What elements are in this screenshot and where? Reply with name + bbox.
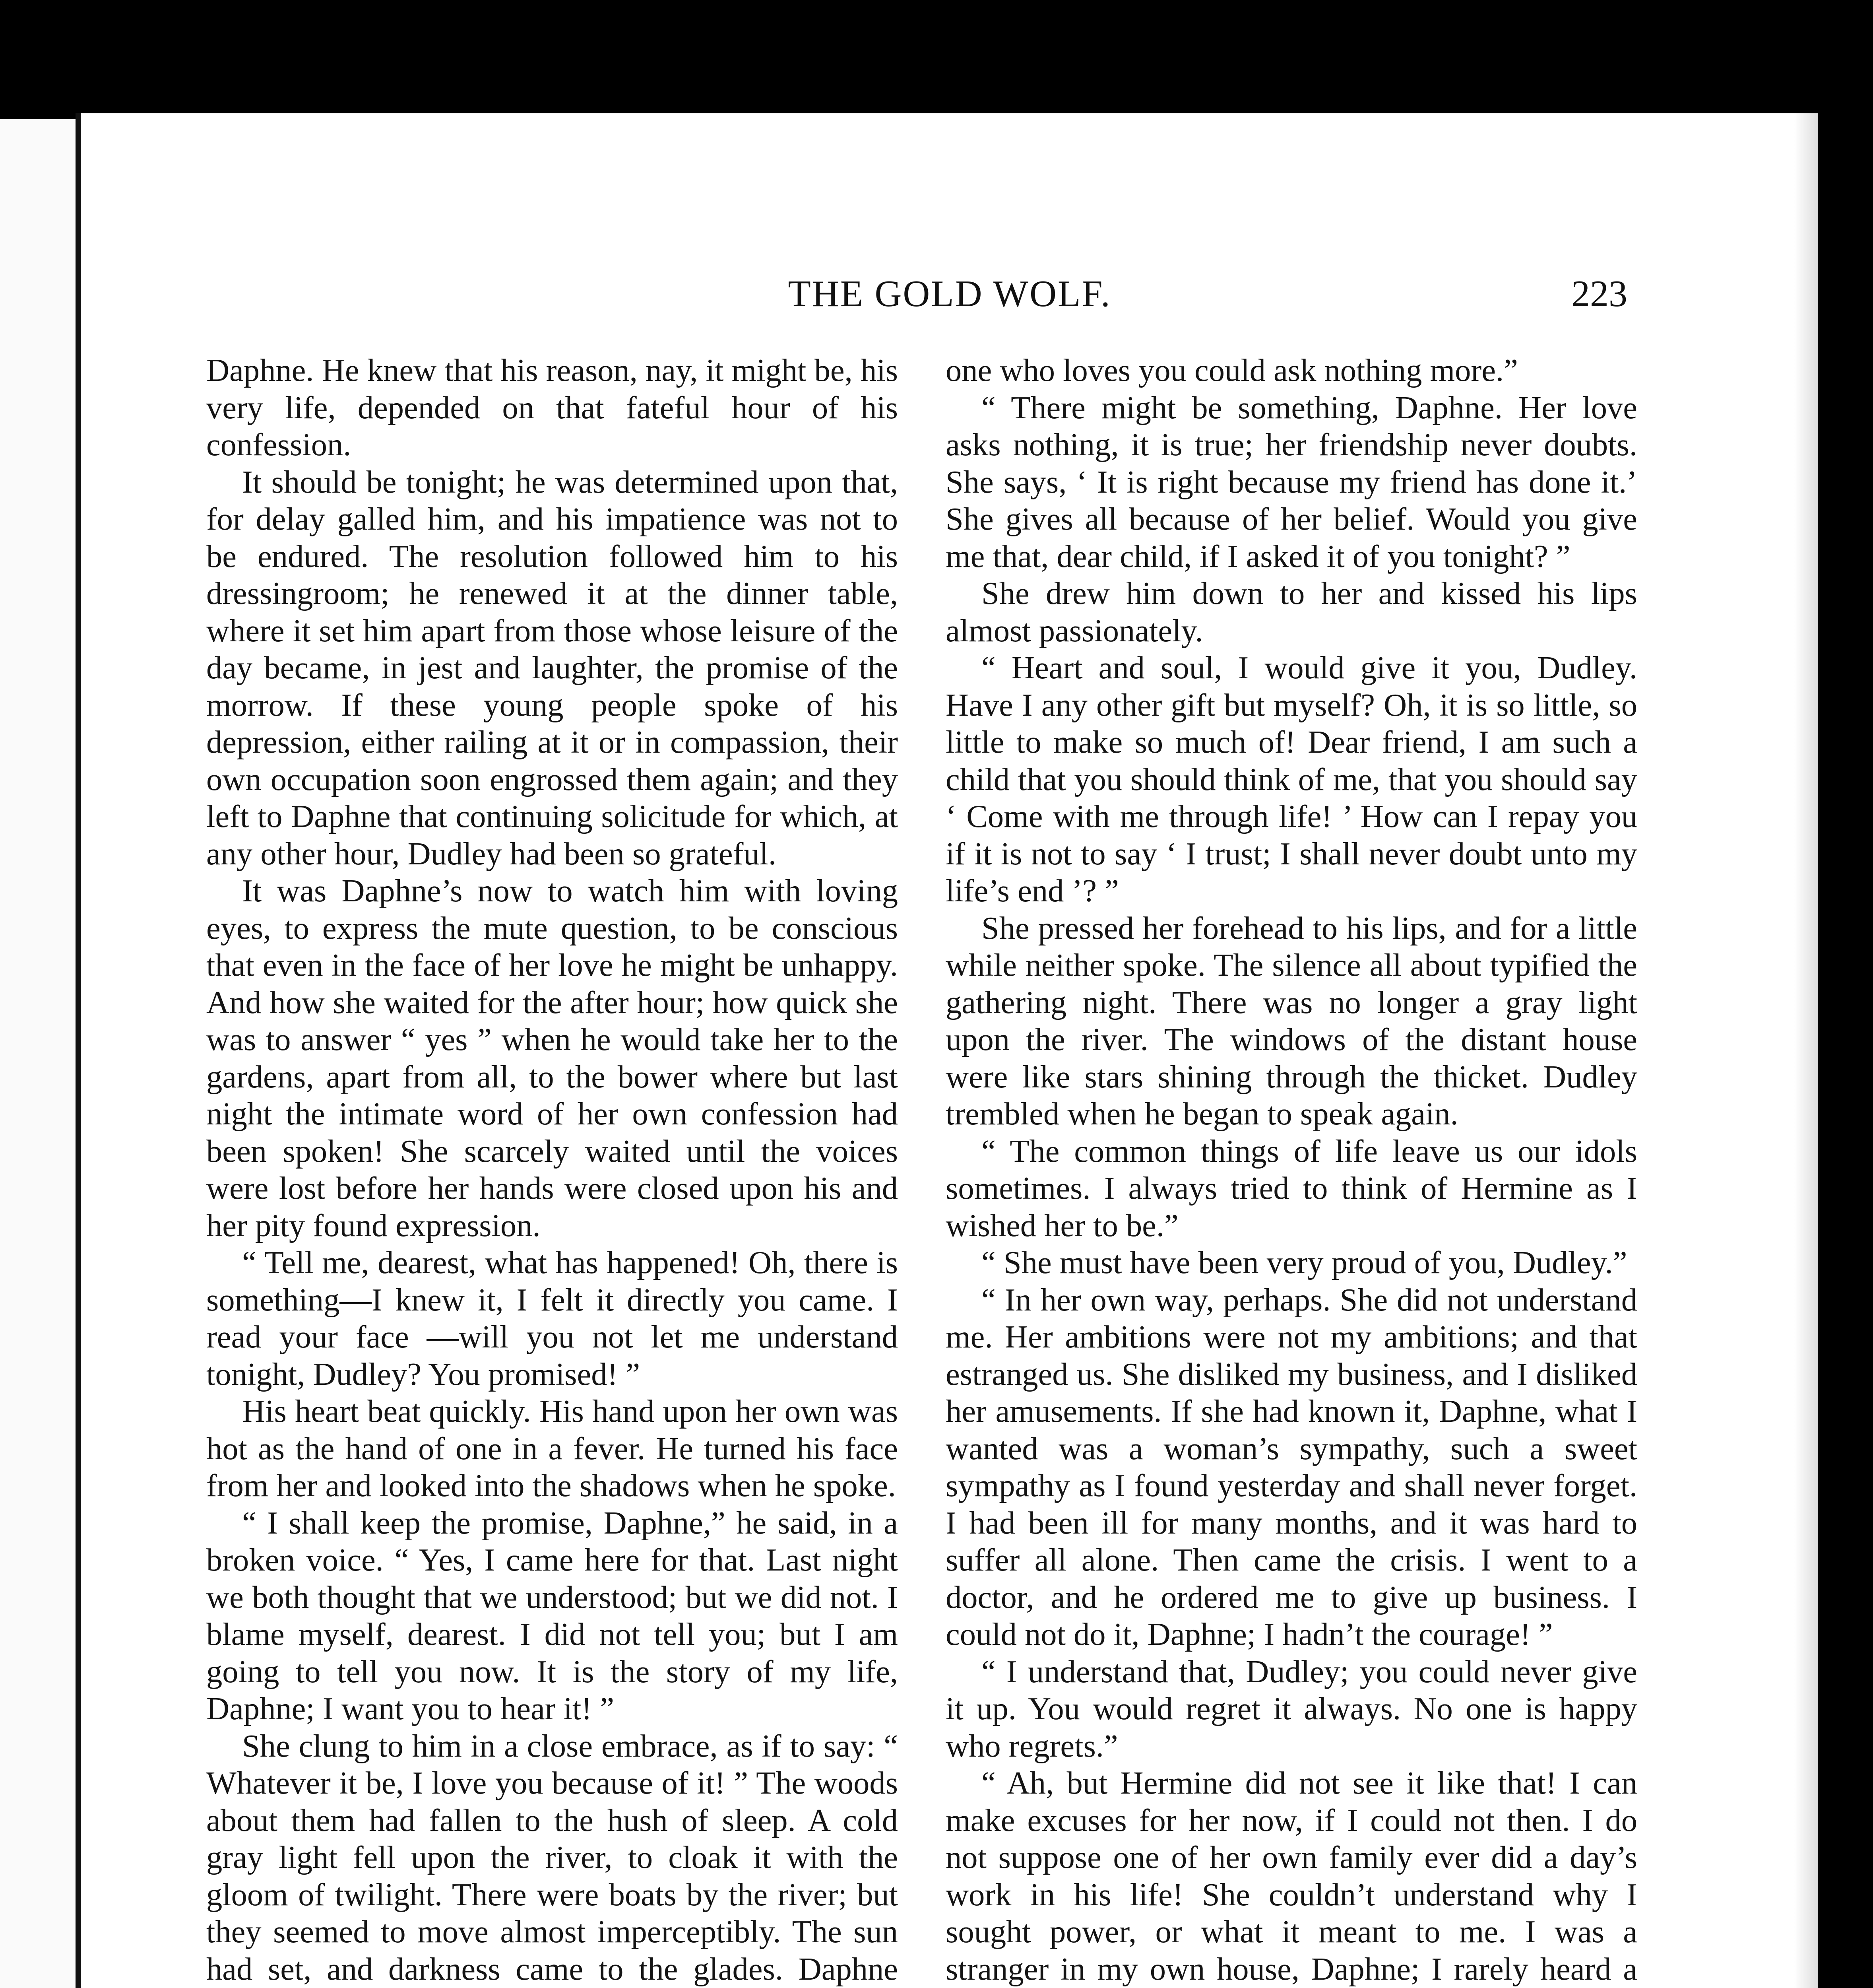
paragraph: She clung to him in a close embrace, as if to say: “ Whatever it be, I love you because of it! ” The woods about them had fallen to the hush of sleep. A cold gray light fell upon the river, to cloak it with the gloom of twilight. There were boats by the river; but they seemed to move almost imperceptibly. The sun had set, and darkness came to the glades. Daphne — [206, 1728, 898, 1987]
page-number: 223 — [1571, 273, 1627, 315]
book-page — [76, 113, 1818, 1988]
paragraph: His heart beat quickly. His hand upon her own was hot as the hand of one in a fever. He turned his face from her and looked into the shadows when he spoke. — [206, 1394, 898, 1503]
paragraph: “ Heart and soul, I would give it you, Dudley. Have I any other gift but myself? Oh, it is so little, so little to make so much of! Dear friend, I am such a child that you should think of me, that you should say ‘ Come with me through life! ’ How can I repay you if it is not to say ‘ I trust; I shall never doubt unto my life’s end ’? ” — [946, 650, 1637, 909]
paragraph: It was Daphne’s now to watch him with loving eyes, to express the mute question, to be conscious that even in the face of her love he might be unhappy. And how she waited for the after hour; how quick she was to answer “ yes ” when he would take her to the gardens, apart from all, to the bower where but last night the intimate word of her own confession had been spoken! She scarcely waited until the voices were lost before her hands were closed upon his and her pity found expression. — [206, 873, 898, 1243]
paragraph: “ There might be something, Daphne. Her love asks nothing, it is true; her friendship never doubts. She says, ‘ It is right because my friend has done it.’ She gives all because of her belief. Would you give me that, dear child, if I asked it of you tonight? ” — [946, 390, 1637, 574]
paragraph: Daphne. He knew that his reason, nay, it might be, his very life, depended on that fateful hour of his confession. — [206, 353, 898, 462]
paragraph: “ Tell me, dearest, what has happened! Oh, there is something—I knew it, I felt it directly you came. I read your face —will you not let me understand tonight, Dudley? You promised! ” — [206, 1245, 898, 1392]
paragraph: “ The common things of life leave us our idols sometimes. I always tried to think of Hermine as I wished her to be.” — [946, 1133, 1637, 1243]
running-header — [81, 272, 1818, 328]
paragraph: one who loves you could ask nothing more.” — [946, 353, 1518, 388]
right-text-column — [946, 352, 1637, 1988]
paragraph: “ I understand that, Dudley; you could never give it up. You would regret it always. No one is happy who regrets.” — [946, 1654, 1637, 1764]
paragraph: “ I shall keep the promise, Daphne,” he said, in a broken voice. “ Yes, I came here for that. Last night we both thought that we understood; but we did not. I blame myself, dearest. I did not tell you; but I am going to tell you now. It is the story of my life, Daphne; I want you to hear it! ” — [206, 1505, 898, 1726]
paragraph: “ Ah, but Hermine did not see it like that! I can make excuses for her now, if I could not then. I do not suppose one of her own family ever did a day’s work in his life! She couldn’t understand why I sought power, or what it meant to me. I was a stranger in my own house, Daphne; I rarely heard a — [946, 1765, 1637, 1987]
paragraph: She drew him down to her and kissed his lips almost passionately. — [946, 576, 1637, 648]
running-title: THE GOLD WOLF. — [788, 273, 1111, 315]
paragraph: It should be tonight; he was determined upon that, for delay galled him, and his impatience was not to be endured. The resolution followed him to his dressingroom; he renewed it at the dinner table, where it set him apart from those whose leisure of the day became, in jest and laughter, the promise of the morrow. If these young people spoke of his depression, either railing at it or in compassion, their own occupation soon engrossed them again; and they left to Daphne that continuing solicitude for which, at any other hour, Dudley had been so grateful. — [206, 464, 898, 872]
paragraph: “ In her own way, perhaps. She did not understand me. Her ambitions were not my ambitions; and that estranged us. She disliked my business, and I disliked her amusements. If she had known it, Daphne, what I wanted was a woman’s sympathy, such a sweet sympathy as I found yesterday and shall never forget. I had been ill for many months, and it was hard to suffer all alone. Then came the crisis. I went to a doctor, and he ordered me to give up business. I could not do it, Daphne; I hadn’t the courage! ” — [946, 1282, 1637, 1652]
page-edge-shadow — [1794, 113, 1818, 1988]
paragraph: “ She must have been very proud of you, Dudley.” — [981, 1245, 1627, 1280]
left-text-column — [206, 352, 898, 1988]
paragraph: She pressed her forehead to his lips, and for a little while neither spoke. The silence all about typified the gathering night. There was no longer a gray light upon the river. The windows of the distant house were like stars shining through the thicket. Dudley trembled when he began to speak again. — [946, 910, 1637, 1132]
